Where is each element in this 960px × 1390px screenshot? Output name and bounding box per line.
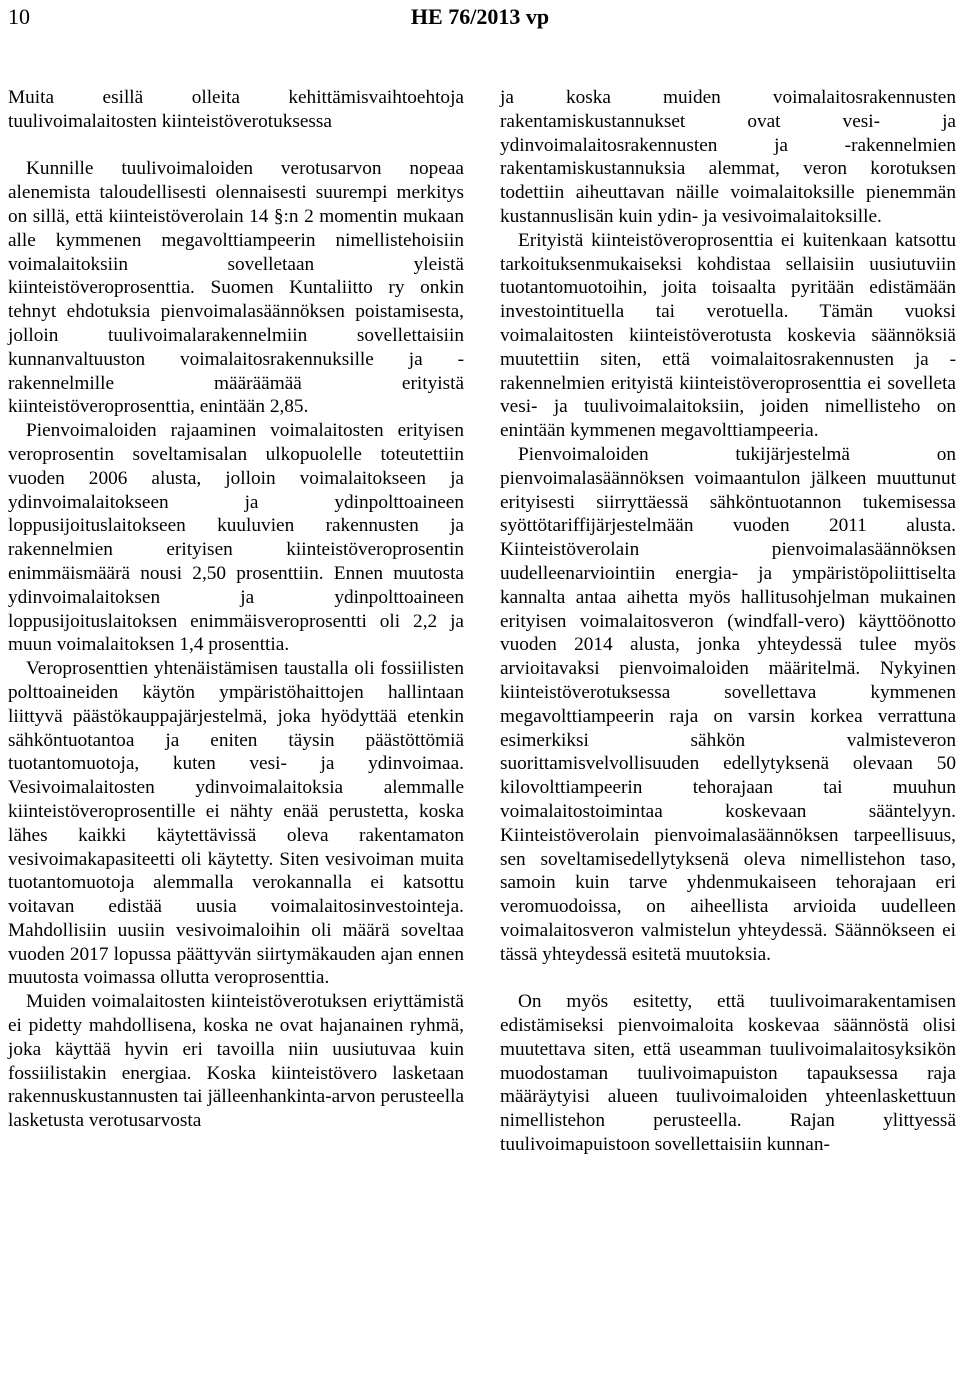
left-column (8, 86, 464, 1133)
paragraph: ja koska muiden voimalaitosrakennusten rakentamiskustannukset ovat vesi- ja ydinvoimalaitosrakennusten ja -rakennelmien rakentamiskustannuksia alemmat, veron korotuksen todettiin aiheuttavan näille voimalaitoksille pienemmän kustannuslisän kuin ydin- ja vesivoimalaitoksille. (500, 87, 956, 227)
paragraph: Muiden voimalaitosten kiinteistöverotuksen eriyttämistä ei pidetty mahdollisena, koska ne ovat hajanainen ryhmä, joka käyttää hyvin eri tavoilla niin uusiutuvaa kuin fossiilistakin energiaa. Koska kiinteistövero lasketaan rakennuskustannusten tai jälleenhankinta-arvon perusteella lasketusta verotusarvosta (8, 991, 464, 1132)
paragraph: Pienvoimaloiden rajaaminen voimalaitosten erityisen veroprosentin soveltamisalan ulkopuolelle toteutettiin vuoden 2006 alusta, jolloin voimalaitokseen ja ydinvoimalaitokseen ja ydinpolttoaineen loppusijoituslaitokseen kuuluvien rakennusten ja rakennelmien erityisen kiinteistöveroprosentin enimmäismäärä nousi 2,50 prosenttiin. Ennen muutosta ydinvoimalaitoksen ja ydinpolttoaineen loppusijoituslaitoksen enimmäisveroprosentti oli 2,2 ja muun voimalaitoksen 1,4 prosenttia. (8, 420, 464, 656)
paragraph: Erityistä kiinteistöveroprosenttia ei kuitenkaan katsottu tarkoituksenmukaiseksi kohdistaa sellaisiin uusiutuviin tuotantomuotoihin, joita toisaalta pyritään edistämään investointituella tai verotuella. Tämän vuoksi voimalaitosten kiinteistöverotusta koskevia säännöksiä muutettiin siten, että voimalaitosrakennusten ja -rakennelmien erityistä kiinteistöveroprosenttia ei sovelleta vesi- ja tuulivoimalaitoksiin, joiden nimellisteho on enintään kymmenen megavolttiampeeria. (500, 229, 956, 442)
paragraph: Pienvoimaloiden tukijärjestelmä on pienvoimalasäännöksen voimaantulon jälkeen muuttunut erityisesti siirryttäessä sähköntuotannon tukemisessa syöttötariffijärjestelmään vuoden 2011 alusta. Kiinteistöverolain pienvoimalasäännöksen uudelleenarviointiin energia- ja ympäristöpoliittiselta kannalta antaa aihetta myös hallitusohjelman mukainen erityisen voimalaitosveron (windfall-vero) käyttöönotto vuoden 2014 alusta, jonka yhteydessä tulee myös arvioitavaksi pienvoimaloiden määritelmä. Nykyinen kiinteistöverotuksessa sovellettava kymmenen megavolttiampeerin raja on varsin korkea verrattuna esimerkiksi sähkön valmisteveron suorittamisvelvollisuuden edellytyksenä olevaan 50 kilovolttiampeerin tehorajaan tai muuhun voimalaitostoimintaa koskevaan sääntelyyn. Kiinteistöverolain pienvoimalasäännöksen tarpeellisuus, sen soveltamisedellytyksenä oleva nimellistehon taso, samoin kuin tarve yhdenmukaiseen tehorajaan eri veromuodoissa, on aiheellista arvioida uudelleen voimalaitosveron valmistelun yhteydessä. Säännökseen ei tässä yhteydessä esitetä muutoksia. (500, 443, 956, 965)
document-id: HE 76/2013 vp (410, 4, 550, 29)
page-number: 10 (8, 4, 30, 29)
paragraph: Veroprosenttien yhtenäistämisen taustalla oli fossiilisten polttoaineiden käytön ympäristöhaittojen hallintaan liittyvä päästökauppajärjestelmä, joka hyödyttää etenkin sähköntuotantoa ja eniten täysin päästöttömiä tuotantomuotoja, kuten vesi- ja ydinvoimaa. Vesivoimalaitosten ydinvoimalaitoksia alemmalle kiinteistöveroprosentille ei nähty enää perustetta, koska lähes kaikki käytettävissä oleva rakentamaton vesivoimakapasiteetti oli käytetty. Siten vesivoiman muita tuotantomuotoja alemmalla verokannalla ei katsottu voitavan edistää uusia voimalaitosinvestointeja. Mahdollisiin uusiin vesivoimaloihin oli määrä soveltaa vuoden 2017 lopussa päättyvän siirtymäkauden ajan ennen muutosta voimassa ollutta veroprosenttia. (8, 658, 464, 989)
right-column (500, 86, 956, 1157)
paragraph: Kunnille tuulivoimaloiden verotusarvon nopeaa alenemista taloudellisesti olennaisesti suurempi merkitys on sillä, että kiinteistöverolain 14 §:n 2 momentin mukaan alle kymmenen megavolttiampeerin nimellistehoisiin voimalaitoksiin sovelletaan yleistä kiinteistöveroprosenttia. Suomen Kuntaliitto ry onkin tehnyt ehdotuksia pienvoimalasäännöksen poistamisesta, jolloin tuulivoimalarakennelmiin sovellettaisiin kunnanvaltuuston voimalaitosrakennuksille ja -rakennelmille määräämää erityistä kiinteistöveroprosenttia, enintään 2,85. (8, 158, 464, 418)
section-heading: Muita esillä olleita kehittämisvaihtoehtoja tuulivoimalaitosten kiinteistöverotuksessa (8, 87, 464, 132)
paragraph: On myös esitetty, että tuulivoimarakentamisen edistämiseksi pienvoimaloita koskevaa säännöstä olisi muutettava siten, että useamman tuulivoimalaitosyksikön muodostaman tuulivoimapuiston tapauksessa raja määräytyisi alueen tuulivoimaloiden yhteenlaskettuun nimellistehon perusteella. Rajan ylittyessä tuulivoimapuistoon sovellettaisiin kunnan- (500, 991, 956, 1156)
